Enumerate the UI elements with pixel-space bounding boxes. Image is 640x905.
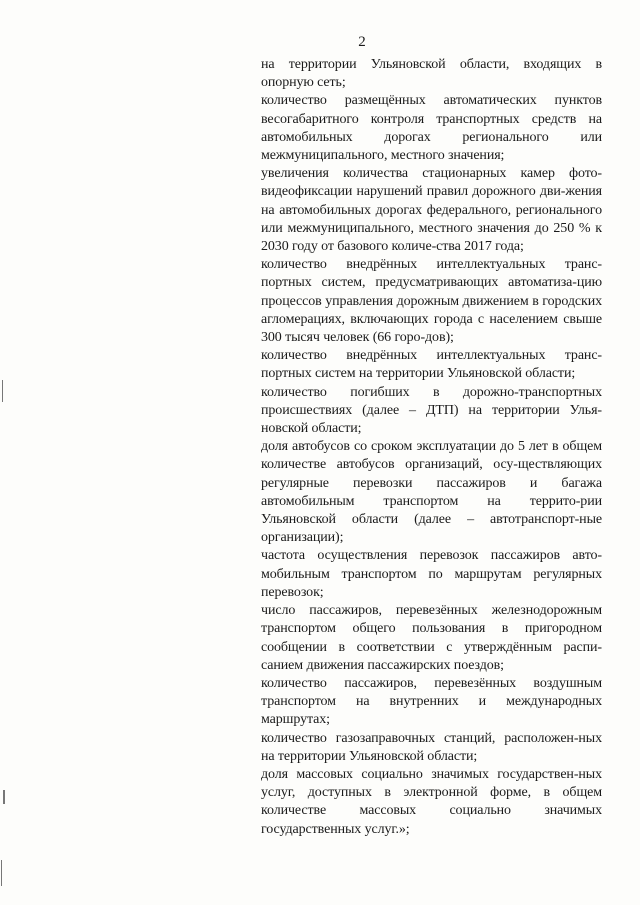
list-item-paragraph: количество размещённых автоматических пунктов весогабаритного контроля транспортных средств на автомобильных дорогах регионального или межмуниципального, местного значения;	[261, 93, 602, 164]
list-item-paragraph: доля автобусов со сроком эксплуатации до 5 лет в общем количестве автобусов организаций, осу-ществляющих регулярные перевозки пассажиров и багажа автомобильным транспортом на террито-рии Ульяновской области (далее – автотранспорт-ные организации);	[261, 439, 602, 546]
list-item-paragraph: увеличения количества стационарных камер фото-видеофиксации нарушений правил дорожного дви-жения на автомобильных дорогах федерального, регионального или межмуниципального, местного значения до 250 % к 2030 году от базового количе-ства 2017 года;	[261, 166, 602, 255]
list-item-paragraph: количество пассажиров, перевезённых воздушным транспортом на внутренних и международных маршрутах;	[261, 675, 602, 728]
list-item-paragraph: количество внедрённых интеллектуальных транс-портных систем на территории Ульяновской области;	[261, 348, 602, 382]
list-item-paragraph: число пассажиров, перевезённых железнодорожным транспортом общего пользования в пригородном сообщении в соответствии с утверждённым распи-санием движения пассажирских поездов;	[261, 603, 602, 673]
page-number: 2	[358, 34, 366, 50]
document-body	[261, 56, 602, 839]
list-item-paragraph: доля массовых социально значимых государствен-ных услуг, доступных в электронной форме, в общем количестве массовых социально значимых государственных услуг.»;	[261, 766, 602, 837]
scan-artifact	[1, 860, 2, 886]
list-item-paragraph: частота осуществления перевозок пассажиров авто-мобильным транспортом по маршрутам регулярных перевозок;	[261, 548, 602, 600]
scan-artifact	[2, 380, 3, 402]
list-item-paragraph: количество внедрённых интеллектуальных транс-портных систем, предусматривающих автоматиза-цию процессов управления дорожным движением в городских агломерациях, включающих города с населением свыше 300 тысяч человек (66 горо-дов);	[261, 257, 602, 346]
scan-artifact	[3, 790, 5, 804]
list-item-paragraph: количество газозаправочных станций, расположен-ных на территории Ульяновской области;	[261, 730, 602, 764]
list-item-paragraph: количество погибших в дорожно-транспортных происшествиях (далее – ДТП) на территории Улья-новской области;	[261, 384, 602, 437]
list-item-paragraph: на территории Ульяновской области, входящих в опорную сеть;	[261, 57, 602, 91]
